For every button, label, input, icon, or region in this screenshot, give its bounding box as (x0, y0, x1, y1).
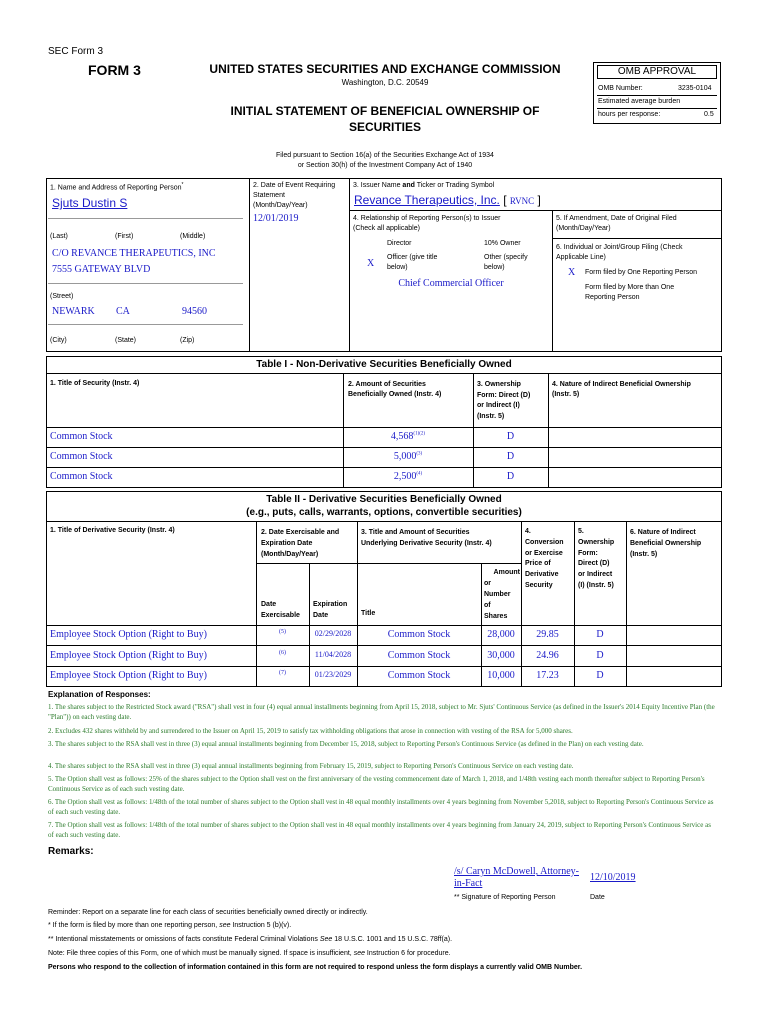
table2-row3-price: 17.23 (536, 670, 559, 681)
table1-row3-title: Common Stock (50, 471, 113, 482)
explanation-title: Explanation of Responses: (48, 690, 151, 699)
table2-row1-title: Employee Stock Option (Right to Buy) (50, 629, 207, 640)
table2-row2-underlying: Common Stock (387, 650, 451, 661)
filed-pursuant-line2: or Section 30(h) of the Investment Company Act of 1940 (297, 162, 473, 169)
one-person-checkmark: X (568, 267, 576, 278)
commission-city: Washington, D.C. 20549 (341, 78, 429, 87)
table2-row2-exercisable: (6) (279, 650, 286, 656)
table2-row2-title: Employee Stock Option (Right to Buy) (50, 650, 207, 661)
issuer-label: 3. Issuer Name and Ticker or Trading Symbol (353, 182, 495, 189)
omb-hours-label: hours per response: (598, 111, 661, 118)
table1-col-title: 1. Title of Security (Instr. 4) (50, 380, 140, 387)
footer-note-3: Note: File three copies of this Form, one of which must be manually signed. If space is insufficient, see Instruction 6 for procedure. (48, 950, 451, 957)
table2-col-conversion: 4. Conversion or Exercise Price of Derivative Security (525, 528, 564, 589)
address-line1: C/O REVANCE THERAPEUTICS, INC (52, 248, 216, 259)
table2-row1-underlying: Common Stock (387, 629, 451, 640)
table2-sub-amount: Amount or Number of Shares (484, 569, 520, 620)
footer-note-2: ** Intentional misstatements or omissions of facts constitute Federal Criminal Violations See 18 U.S.C. 1001 and 15 U.S.C. 78ff(a). (48, 936, 453, 943)
signature-name: /s/ Caryn McDowell, Attorney- in-Fact (454, 866, 579, 889)
address-line2: 7555 GATEWAY BLVD (52, 264, 151, 275)
street-label: (Street) (50, 293, 74, 300)
footnote-5: 5. The Option shall vest as follows: 25% of the shares subject to the Option shall vest on the first anniversary of the vesting commencement date of March 1, 2018, and 1/48th vesting each month thereafter subject to Reporting Person's Continuous Service as of each such vesting date. (48, 775, 705, 793)
state-label: (State) (115, 337, 137, 344)
signature-date: 12/10/2019 (590, 872, 636, 883)
form-number: FORM 3 (88, 62, 141, 78)
table1-col-ownership: 3. Ownership Form: Direct (D) or Indirect (I) (Instr. 5) (477, 381, 531, 420)
reporting-person-label: 1. Name and Address of Reporting Person* (50, 182, 184, 192)
sec-form-label: SEC Form 3 (48, 46, 104, 57)
multi-person-option-line2: Reporting Person (585, 294, 640, 301)
relationship-label1: 4. Relationship of Reporting Person(s) to Issuer (353, 215, 501, 222)
statement-title-line2: SECURITIES (348, 120, 421, 134)
signature-label: ** Signature of Reporting Person (454, 894, 556, 901)
one-person-option: Form filed by One Reporting Person (585, 269, 698, 276)
filed-pursuant-line1: Filed pursuant to Section 16(a) of the Securities Exchange Act of 1934 (276, 152, 494, 159)
officer-option-line1: Officer (give title (387, 254, 438, 261)
table2-row1-shares: 28,000 (487, 629, 515, 640)
table2-row3-exercisable: (7) (279, 670, 286, 676)
omb-number-label: OMB Number: (598, 85, 643, 92)
reporting-person-name[interactable]: Sjuts Dustin S (52, 196, 128, 210)
officer-title: Chief Commercial Officer (398, 278, 504, 289)
ticker-symbol: RVNC (509, 196, 535, 206)
director-option: Director (387, 240, 412, 247)
table1-non-derivative (46, 356, 722, 488)
event-date-label2: Statement (253, 192, 285, 199)
omb-number-value: 3235-0104 (678, 85, 712, 92)
footnote-6: 6. The Option shall vest as follows: 1/48th of the total number of shares subject to the Option shall vest in 48 equal monthly installments over 4 years beginning from November 5,2018, subject to Reporting Person's Continuous Service as of each such vesting date. (48, 798, 714, 816)
table1-col-amount: 2. Amount of Securities Beneficially Owned (Instr. 4) (348, 381, 442, 398)
table2-col-title: 1. Title of Derivative Security (Instr. 4) (50, 527, 175, 534)
table2-row1-exercisable: (5) (279, 629, 286, 635)
table2-sub-title: Title (361, 610, 376, 617)
table2-sub-expiration: Expiration Date (313, 601, 348, 619)
city-value: NEWARK (52, 306, 95, 317)
table2-col-nature: 6. Nature of Indirect Beneficial Ownership (Instr. 5) (630, 529, 702, 558)
table2-row3-shares: 10,000 (487, 670, 515, 681)
amendment-label2: (Month/Day/Year) (556, 225, 611, 232)
table2-sub-date-exercisable: Date Exercisable (261, 601, 300, 619)
table1-row2-amount: 5,000$^{(3)}$ (393, 451, 423, 462)
first-label: (First) (115, 233, 134, 240)
omb-approval-title: OMB APPROVAL (597, 65, 717, 79)
table1-row3-form: D (506, 471, 515, 482)
multi-person-option-line1: Form filed by More than One (585, 284, 675, 291)
relationship-label2: (Check all applicable) (353, 225, 420, 232)
ten-percent-owner-option: 10% Owner (484, 240, 521, 247)
event-date-label1: 2. Date of Event Requiring (253, 182, 336, 189)
table1-row1-amount: $4,568^{(1)(2)}$ (390, 431, 426, 442)
footer-note-1: * If the form is filed by more than one reporting person, see Instruction 5 (b)(v). (48, 922, 292, 929)
table2-subtitle: (e.g., puts, calls, warrants, options, convertible securities) (246, 507, 522, 518)
table2-row3-expiration: 01/23/2029 (314, 670, 352, 679)
table1-title: Table I - Non-Derivative Securities Beneficially Owned (256, 359, 512, 370)
table2-col-ownership: 5. Ownership Form: Direct (D) or Indirect (I) (Instr. 5) (578, 528, 615, 589)
table1-row1-form: D (506, 431, 515, 442)
state-value: CA (116, 306, 130, 317)
footnote-4: 4. The shares subject to the RSA shall vest in three (3) equal annual installments beginning from February 15, 2019, subject to Reporting Person's Continuous Service on each vesting date. (48, 762, 574, 770)
table1-row1-title: Common Stock (50, 431, 113, 442)
table2-row2-expiration: 11/04/2028 (314, 650, 352, 659)
table2-row3-title: Employee Stock Option (Right to Buy) (50, 670, 207, 681)
table2-row3-form: D (596, 670, 604, 681)
commission-title: UNITED STATES SECURITIES AND EXCHANGE COMMISSION (209, 62, 561, 76)
omb-final-note: Persons who respond to the collection of information contained in this form are not required to respond unless the form displays a currently valid OMB Number. (48, 964, 583, 971)
statement-title-line1: INITIAL STATEMENT OF BENEFICIAL OWNERSHIP OF (230, 104, 540, 118)
table2-row2-form: D (596, 650, 604, 661)
table1-row3-amount: 2,500$^{(4)}$ (393, 471, 423, 482)
event-date-value: 12/01/2019 (253, 213, 299, 224)
issuer-name-line: Revance Therapeutics, Inc. [ RVNC ] (354, 193, 541, 207)
table2-col-dates: 2. Date Exercisable and Expiration Date (Month/Day/Year) (261, 529, 340, 558)
officer-option-line2: below) (387, 264, 408, 271)
table2-row1-expiration: 02/29/2028 (314, 629, 352, 638)
zip-value: 94560 (182, 306, 207, 317)
table1-col-nature: 4. Nature of Indirect Beneficial Ownership (Instr. 5) (552, 381, 691, 398)
event-date-label3: (Month/Day/Year) (253, 202, 308, 209)
issuer-name-link[interactable]: Revance Therapeutics, Inc. (354, 193, 500, 207)
other-option-line1: Other (specify (484, 254, 528, 261)
footnote-1: 1. The shares subject to the Restricted Stock award ("RSA") shall vest in four (4) equal annual installments beginning from April 15, 2018, subject to Mr. Sjuts' Continuous Service (as defined in the Issuer's 2014 Equity Incentive Plan (the "Plan")) on each vesting date. (48, 703, 715, 721)
footnote-3: 3. The shares subject to the RSA shall vest in three (3) equal annual installments beginning from December 15, 2018, subject to Reporting Person's Continuous Service (as defined in the Plan) on each vesting date. (48, 740, 644, 748)
table1-row2-form: D (506, 451, 515, 462)
amendment-label1: 5. If Amendment, Date of Original Filed (556, 215, 677, 222)
group-filing-label2: Applicable Line) (556, 254, 606, 261)
signature-date-label: Date (590, 894, 605, 901)
table2-row1-form: D (596, 629, 604, 640)
footnote-7: 7. The Option shall vest as follows: 1/48th of the total number of shares subject to the Option shall vest in 48 equal monthly installments over 4 years beginning from January 24, 2019, subject to Reporting Person's Continuous Service as of each such vesting date. (48, 821, 711, 839)
table2-row2-shares: 30,000 (487, 650, 515, 661)
table2-col-underlying: 3. Title and Amount of Securities Underlying Derivative Security (Instr. 4) (361, 529, 492, 547)
reminder-note: Reminder: Report on a separate line for each class of securities beneficially owned directly or indirectly. (48, 909, 368, 916)
remarks-title: Remarks: (48, 846, 94, 857)
city-label: (City) (50, 337, 67, 344)
omb-burden-label: Estimated average burden (598, 98, 681, 105)
officer-checkmark: X (367, 258, 375, 269)
table2-title: Table II - Derivative Securities Beneficially Owned (266, 494, 502, 505)
group-filing-label1: 6. Individual or Joint/Group Filing (Check (556, 244, 683, 251)
table1-row2-title: Common Stock (50, 451, 113, 462)
table2-row2-price: 24.96 (536, 650, 559, 661)
middle-label: (Middle) (180, 233, 206, 240)
last-label: (Last) (50, 233, 68, 240)
other-option-line2: below) (484, 264, 505, 271)
table2-row3-underlying: Common Stock (387, 670, 451, 681)
omb-hours-value: 0.5 (704, 111, 714, 118)
table2-row1-price: 29.85 (536, 629, 559, 640)
zip-label: (Zip) (180, 337, 195, 344)
footnote-2: 2. Excludes 432 shares withheld by and surrendered to the Issuer on April 15, 2019 to satisfy tax withholding obligations that arose in connection with vesting of the RSA for 5,000 shares. (48, 727, 573, 735)
